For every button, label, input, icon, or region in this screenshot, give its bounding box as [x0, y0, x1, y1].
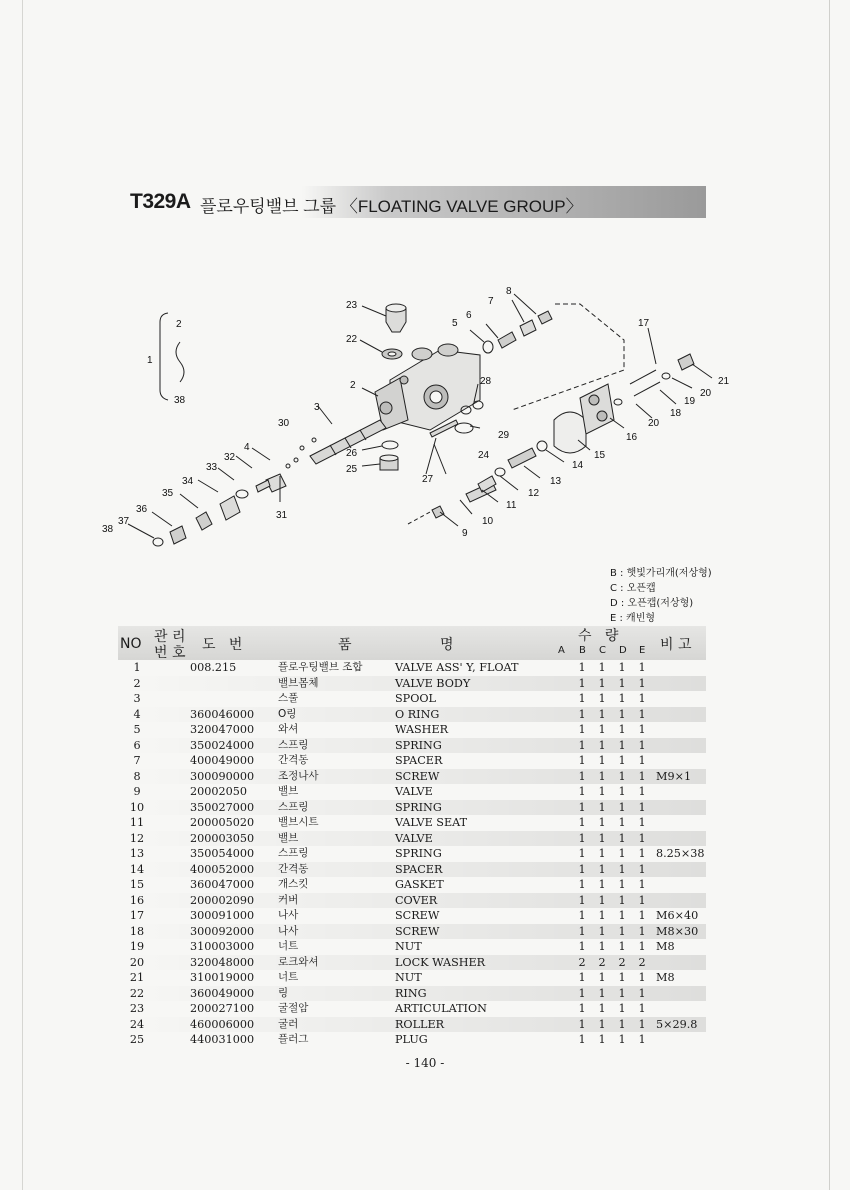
- cell-kr: 간격동: [278, 754, 309, 766]
- callout-22: 22: [346, 334, 358, 345]
- callout-2: 2: [350, 380, 356, 391]
- cell-rm: M8: [656, 940, 675, 953]
- cell-en: NUT: [395, 940, 422, 953]
- cell-e: 1: [638, 676, 646, 690]
- cell-en: O RING: [395, 707, 440, 721]
- cell-d: 1: [618, 754, 626, 767]
- cell-e: 1: [638, 909, 646, 922]
- table-row: [118, 893, 706, 909]
- cell-d: 1: [618, 893, 626, 907]
- cell-no: 4: [133, 707, 141, 721]
- table-row: [118, 924, 706, 940]
- callout-8: 8: [506, 286, 512, 297]
- cell-b: 1: [578, 692, 586, 705]
- cell-no: 22: [129, 986, 145, 1000]
- cell-e: 1: [638, 785, 646, 798]
- group-title: 플로우팅밸브 그룹 〈FLOATING VALVE GROUP〉: [200, 197, 583, 216]
- callout-31: 31: [276, 510, 288, 521]
- cell-en: SPACER: [395, 862, 443, 876]
- callout-33: 33: [206, 462, 218, 473]
- cell-e: 1: [638, 971, 646, 984]
- cell-c: 1: [598, 831, 606, 845]
- cell-kr: 나사: [278, 924, 299, 937]
- cell-b: 1: [578, 769, 586, 783]
- table-row: [118, 753, 706, 769]
- cell-en: ROLLER: [395, 1017, 445, 1031]
- table-row: [118, 877, 706, 893]
- cell-kr: 스프링: [278, 738, 309, 751]
- cell-en: LOCK WASHER: [395, 955, 486, 969]
- cell-kr: 간격동: [278, 862, 309, 875]
- legend-d: D : 오픈캡(저상형): [610, 598, 694, 609]
- cell-c: 1: [598, 909, 606, 922]
- header-col-d: D: [619, 645, 627, 656]
- cell-b: 1: [578, 971, 586, 984]
- cell-code: 360046000: [190, 707, 255, 721]
- cell-d: 1: [618, 692, 626, 705]
- table-row: [118, 939, 706, 955]
- cell-no: 3: [133, 692, 141, 705]
- cell-c: 1: [598, 971, 606, 984]
- cell-code: 300091000: [190, 909, 255, 922]
- cell-no: 10: [129, 800, 145, 814]
- cell-c: 1: [598, 692, 606, 705]
- table-row: [118, 1017, 706, 1033]
- cell-c: 1: [598, 769, 606, 783]
- cell-d: 1: [618, 1033, 626, 1046]
- exploded-parts-diagram: [100, 280, 740, 570]
- cell-kr: 개스킷: [278, 878, 309, 890]
- callout-19: 19: [684, 396, 696, 407]
- cell-c: 1: [598, 940, 606, 953]
- cell-b: 1: [578, 909, 586, 922]
- callout-28: 28: [480, 376, 492, 387]
- cell-no: 12: [129, 831, 145, 845]
- cell-no: 7: [133, 754, 141, 767]
- cell-e: 1: [638, 692, 646, 705]
- cell-b: 1: [578, 847, 586, 860]
- cell-c: 1: [598, 878, 606, 891]
- cell-rm: M8: [656, 971, 675, 984]
- cell-rm: M6×40: [656, 909, 699, 922]
- cell-b: 1: [578, 661, 586, 674]
- callout-3: 3: [314, 402, 320, 413]
- cell-kr: 너트: [278, 940, 299, 952]
- table-row: [118, 660, 706, 676]
- header-col-b: B: [579, 645, 586, 656]
- cell-en: SCREW: [395, 909, 440, 922]
- cell-kr: 로크와셔: [278, 955, 319, 968]
- cell-d: 2: [618, 955, 626, 969]
- cell-c: 1: [598, 847, 606, 860]
- cell-kr: O링: [278, 707, 297, 720]
- table-row: [118, 722, 706, 738]
- header-mgmt-top: 관 리: [154, 629, 186, 645]
- cell-kr: 굴러: [278, 1017, 299, 1030]
- cell-b: 1: [578, 1033, 586, 1046]
- table-row: [118, 707, 706, 723]
- cell-e: 1: [638, 661, 646, 674]
- callout-4: 4: [244, 442, 250, 453]
- callout-38-bracket: 38: [174, 395, 186, 406]
- cell-no: 18: [129, 924, 145, 938]
- cell-code: 200005020: [190, 816, 255, 829]
- cell-d: 1: [618, 785, 626, 798]
- cell-kr: 밸브시트: [278, 816, 319, 828]
- cell-no: 13: [129, 847, 145, 860]
- cell-d: 1: [618, 847, 626, 860]
- callout-9: 9: [462, 528, 468, 539]
- cell-no: 24: [129, 1017, 145, 1031]
- cell-code: 350024000: [190, 738, 255, 752]
- table-row: [118, 769, 706, 785]
- callout-24: 24: [478, 450, 490, 461]
- cell-b: 1: [578, 940, 586, 953]
- cell-no: 6: [133, 738, 141, 752]
- cell-en: SPRING: [395, 847, 442, 860]
- cell-en: VALVE: [395, 831, 433, 845]
- cell-d: 1: [618, 707, 626, 721]
- cell-en: SCREW: [395, 924, 440, 938]
- cell-code: 360049000: [190, 986, 255, 1000]
- callout-2-bracket: 2: [176, 319, 182, 330]
- cell-en: COVER: [395, 893, 438, 907]
- cell-e: 1: [638, 893, 646, 907]
- cell-kr: 스풀: [278, 692, 299, 704]
- cell-e: 1: [638, 831, 646, 845]
- table-row: [118, 676, 706, 692]
- callout-35: 35: [162, 488, 174, 499]
- table-row: [118, 691, 706, 707]
- cell-kr: 밸브: [278, 831, 299, 844]
- cell-e: 1: [638, 1033, 646, 1046]
- cell-en: ARTICULATION: [395, 1002, 487, 1015]
- cell-c: 1: [598, 986, 606, 1000]
- cell-e: 1: [638, 1017, 646, 1031]
- callout-17: 17: [638, 318, 650, 329]
- callout-12: 12: [528, 488, 540, 499]
- cell-d: 1: [618, 800, 626, 814]
- callout-7: 7: [488, 296, 494, 307]
- cell-d: 1: [618, 723, 626, 736]
- cell-e: 1: [638, 754, 646, 767]
- cell-en: WASHER: [395, 723, 449, 736]
- table-row: [118, 831, 706, 847]
- table-row: [118, 738, 706, 754]
- cell-en: NUT: [395, 971, 422, 984]
- cell-b: 1: [578, 676, 586, 690]
- cell-kr: 밸브: [278, 785, 299, 797]
- cell-e: 1: [638, 800, 646, 814]
- cell-code: 310003000: [190, 940, 255, 953]
- cell-rm: 8.25×38: [656, 847, 705, 860]
- table-row: [118, 970, 706, 986]
- cell-en: SPOOL: [395, 692, 436, 705]
- cell-d: 1: [618, 862, 626, 876]
- table-row: [118, 908, 706, 924]
- variant-legend: [610, 566, 712, 626]
- cell-c: 1: [598, 893, 606, 907]
- cell-no: 2: [133, 676, 141, 690]
- cell-code: 310019000: [190, 971, 255, 984]
- table-row: [118, 1032, 706, 1048]
- cell-c: 1: [598, 816, 606, 829]
- cell-en: VALVE BODY: [395, 676, 471, 690]
- cell-no: 23: [129, 1002, 145, 1015]
- cell-e: 1: [638, 986, 646, 1000]
- cell-en: SPACER: [395, 754, 443, 767]
- cell-rm: 5×29.8: [656, 1017, 698, 1031]
- cell-kr: 너트: [278, 971, 299, 983]
- callout-18: 18: [670, 408, 682, 419]
- cell-d: 1: [618, 769, 626, 783]
- cell-d: 1: [618, 986, 626, 1000]
- table-row: [118, 1001, 706, 1017]
- cell-d: 1: [618, 940, 626, 953]
- cell-d: 1: [618, 924, 626, 938]
- cell-code: 008.215: [190, 661, 237, 674]
- table-row: [118, 955, 706, 971]
- cell-en: VALVE ASS' Y, FLOAT: [395, 661, 519, 674]
- cell-c: 1: [598, 661, 606, 674]
- callout-20-lower: 20: [648, 418, 660, 429]
- cell-c: 1: [598, 1017, 606, 1031]
- cell-d: 1: [618, 878, 626, 891]
- callout-30: 30: [278, 418, 290, 429]
- header-mgmt-bottom: 번 호: [154, 645, 186, 661]
- cell-no: 25: [129, 1033, 145, 1046]
- assembly-squiggle: [176, 342, 184, 382]
- cell-code: 440031000: [190, 1033, 255, 1046]
- cell-d: 1: [618, 831, 626, 845]
- cell-no: 1: [133, 661, 141, 674]
- cell-b: 1: [578, 754, 586, 767]
- cell-no: 8: [133, 769, 141, 783]
- cell-code: 300090000: [190, 769, 255, 783]
- callout-20-upper: 20: [700, 388, 712, 399]
- cell-e: 1: [638, 847, 646, 860]
- callout-38: 38: [102, 524, 114, 535]
- cell-d: 1: [618, 661, 626, 674]
- cell-en: VALVE: [395, 785, 433, 798]
- page-edge-left: [22, 0, 23, 1190]
- callout-36: 36: [136, 504, 148, 515]
- cell-b: 1: [578, 986, 586, 1000]
- cell-no: 21: [129, 971, 145, 984]
- cell-no: 5: [133, 723, 141, 736]
- cell-code: 400052000: [190, 862, 255, 876]
- page-number: - 140 -: [405, 1056, 445, 1070]
- group-code: T329A: [130, 190, 191, 213]
- cell-c: 2: [598, 955, 606, 969]
- callout-37: 37: [118, 516, 130, 527]
- cell-kr: 스프링: [278, 800, 309, 813]
- cell-d: 1: [618, 971, 626, 984]
- callout-21: 21: [718, 376, 730, 387]
- cell-b: 1: [578, 738, 586, 752]
- cell-code: 200002090: [190, 893, 255, 907]
- cell-code: 360047000: [190, 878, 255, 891]
- header-no: NO: [120, 636, 142, 652]
- cell-kr: 굴절암: [278, 1002, 309, 1014]
- callout-5: 5: [452, 318, 458, 329]
- cell-e: 1: [638, 707, 646, 721]
- page-edge-right: [829, 0, 830, 1190]
- cell-b: 1: [578, 893, 586, 907]
- callout-14: 14: [572, 460, 584, 471]
- cell-code: 200003050: [190, 831, 255, 845]
- cell-no: 16: [129, 893, 145, 907]
- cell-c: 1: [598, 676, 606, 690]
- cell-no: 20: [129, 955, 145, 969]
- assembly-bracket: [160, 313, 168, 400]
- header-drawing-no: 도 번: [202, 637, 243, 653]
- cell-e: 1: [638, 738, 646, 752]
- cell-kr: 나사: [278, 909, 299, 921]
- cell-e: 1: [638, 723, 646, 736]
- cell-d: 1: [618, 676, 626, 690]
- cell-code: 460006000: [190, 1017, 255, 1031]
- legend-e: E : 캐빈형: [610, 613, 656, 624]
- cell-c: 1: [598, 1002, 606, 1015]
- header-remarks: 비 고: [660, 637, 692, 653]
- cell-b: 1: [578, 800, 586, 814]
- cell-code: 320048000: [190, 955, 255, 969]
- cell-b: 1: [578, 723, 586, 736]
- cell-e: 2: [638, 955, 646, 969]
- cell-no: 11: [129, 816, 145, 829]
- legend-c: C : 오픈캡: [610, 583, 656, 594]
- cell-c: 1: [598, 754, 606, 767]
- cell-b: 1: [578, 831, 586, 845]
- cell-code: 300092000: [190, 924, 255, 938]
- cell-no: 19: [129, 940, 145, 953]
- cell-rm: M8×30: [656, 924, 699, 938]
- cell-c: 1: [598, 738, 606, 752]
- cell-b: 1: [578, 878, 586, 891]
- cell-en: SPRING: [395, 738, 442, 752]
- cell-b: 1: [578, 924, 586, 938]
- callout-27: 27: [422, 474, 434, 485]
- cell-d: 1: [618, 1017, 626, 1031]
- cell-no: 14: [129, 862, 145, 876]
- cell-kr: 와셔: [278, 723, 299, 735]
- cell-e: 1: [638, 878, 646, 891]
- callout-34: 34: [182, 476, 194, 487]
- cell-code: 320047000: [190, 723, 255, 736]
- cell-c: 1: [598, 707, 606, 721]
- callout-16: 16: [626, 432, 638, 443]
- cell-en: PLUG: [395, 1033, 428, 1046]
- cell-d: 1: [618, 738, 626, 752]
- table-row: [118, 784, 706, 800]
- cell-c: 1: [598, 800, 606, 814]
- cell-code: 200027100: [190, 1002, 255, 1015]
- callout-6: 6: [466, 310, 472, 321]
- cell-d: 1: [618, 816, 626, 829]
- table-row: [118, 846, 706, 862]
- cell-kr: 플러그: [278, 1033, 309, 1045]
- cell-c: 1: [598, 785, 606, 798]
- header-part-name-2: 명: [440, 637, 454, 653]
- callout-26: 26: [346, 448, 358, 459]
- header-col-e: E: [639, 645, 646, 656]
- cell-en: SCREW: [395, 769, 440, 783]
- cell-kr: 스프링: [278, 847, 309, 859]
- table-row: [118, 862, 706, 878]
- header-part-name-1: 품: [338, 637, 352, 653]
- header-col-a: A: [558, 645, 565, 656]
- cell-e: 1: [638, 1002, 646, 1015]
- cell-no: 9: [133, 785, 141, 798]
- legend-b: B : 햇빛가리개(저상형): [610, 568, 712, 579]
- callout-25: 25: [346, 464, 358, 475]
- table-row: [118, 800, 706, 816]
- cell-b: 1: [578, 816, 586, 829]
- header-quantity: 수 량: [578, 628, 619, 644]
- callout-10: 10: [482, 516, 494, 527]
- cell-kr: 밸브몸체: [278, 676, 319, 689]
- cell-code: 20002050: [190, 785, 247, 798]
- cell-b: 1: [578, 785, 586, 798]
- cell-c: 1: [598, 1033, 606, 1046]
- cell-c: 1: [598, 862, 606, 876]
- cell-b: 1: [578, 1002, 586, 1015]
- cell-kr: 커버: [278, 893, 299, 906]
- callout-29: 29: [498, 430, 510, 441]
- table-row: [118, 815, 706, 831]
- cell-d: 1: [618, 909, 626, 922]
- cell-e: 1: [638, 862, 646, 876]
- cell-d: 1: [618, 1002, 626, 1015]
- cell-kr: 조정나사: [278, 769, 319, 782]
- cell-no: 17: [129, 909, 145, 922]
- cell-kr: 플로우팅밸브 조합: [278, 661, 363, 673]
- table-row: [118, 986, 706, 1002]
- callout-11: 11: [506, 500, 517, 511]
- cell-code: 350054000: [190, 847, 255, 860]
- cell-en: VALVE SEAT: [395, 816, 468, 829]
- header-col-c: C: [599, 645, 606, 656]
- cell-en: RING: [395, 986, 427, 1000]
- callout-1: 1: [147, 355, 153, 366]
- callout-15: 15: [594, 450, 606, 461]
- cell-e: 1: [638, 769, 646, 783]
- cell-kr: 링: [278, 986, 289, 999]
- cell-b: 1: [578, 1017, 586, 1031]
- callout-32: 32: [224, 452, 236, 463]
- cell-b: 1: [578, 862, 586, 876]
- cell-b: 2: [578, 955, 586, 969]
- cell-e: 1: [638, 816, 646, 829]
- cell-rm: M9×1: [656, 769, 692, 783]
- callout-13: 13: [550, 476, 562, 487]
- cell-c: 1: [598, 924, 606, 938]
- cell-no: 15: [129, 878, 145, 891]
- cell-c: 1: [598, 723, 606, 736]
- parts-table-body: [118, 660, 706, 1048]
- cell-code: 350027000: [190, 800, 255, 814]
- cell-code: 400049000: [190, 754, 255, 767]
- callout-23: 23: [346, 300, 358, 311]
- cell-e: 1: [638, 940, 646, 953]
- cell-en: SPRING: [395, 800, 442, 814]
- cell-e: 1: [638, 924, 646, 938]
- cell-b: 1: [578, 707, 586, 721]
- cell-en: GASKET: [395, 878, 444, 891]
